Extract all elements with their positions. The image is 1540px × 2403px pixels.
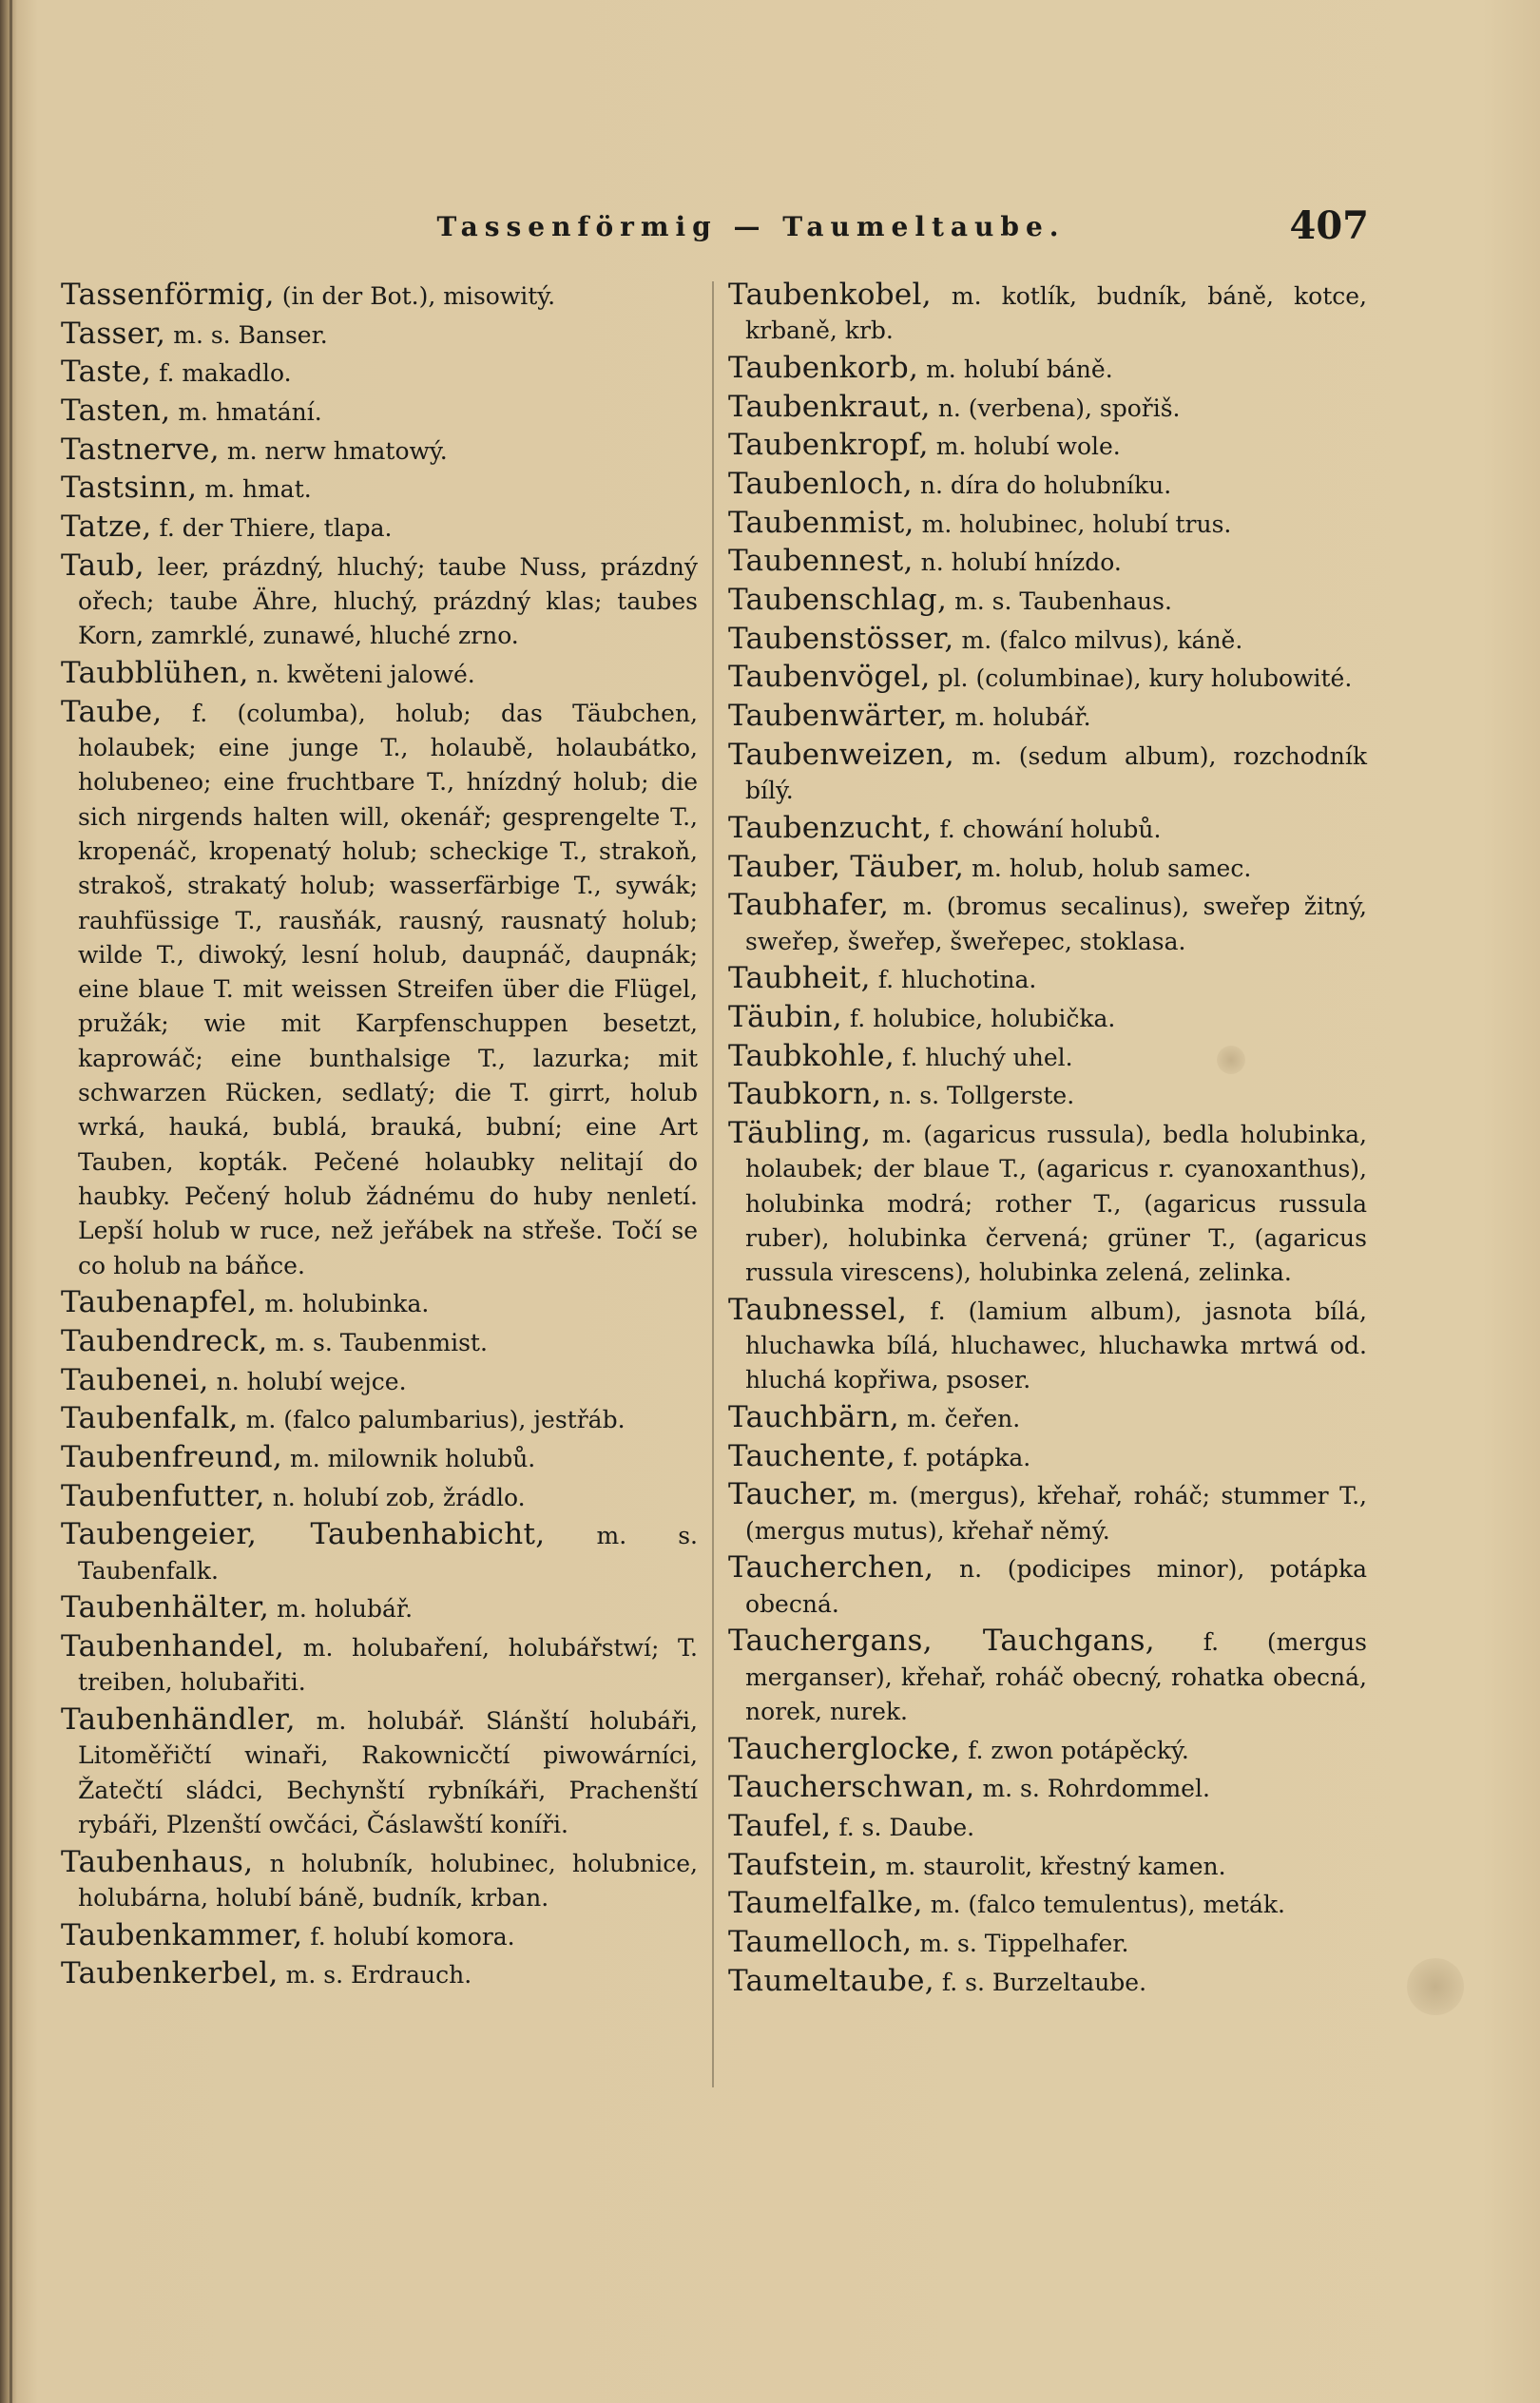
dictionary-entry (728, 850, 1367, 886)
dictionary-entry (728, 467, 1367, 503)
entry-headword: Tasten, (61, 394, 171, 429)
entry-headword: Taubenei, (61, 1362, 209, 1397)
entry-headword: Taube, (61, 694, 163, 729)
entry-definition: f. potápka. (902, 1443, 1031, 1471)
entry-definition: m. (mergus), křehař, roháč; stummer T., (mergus mutus), křehař němý. (745, 1482, 1367, 1545)
entry-definition: n. kwěteni jalowé. (256, 661, 475, 689)
dictionary-entry (61, 1845, 698, 1916)
entry-definition: m. nerw hmatowý. (226, 436, 448, 465)
entry-headword: Tauber, Täuber, (728, 849, 965, 884)
dictionary-entry (728, 1439, 1367, 1475)
entry-headword: Taubenhändler, (61, 1702, 296, 1737)
entry-definition: f. (lamium album), jasnota bílá, hluchawka bílá, hluchawec, hluchawka mrtwá od. hluchá kopřiwa, psoser. (745, 1297, 1368, 1394)
entry-definition: n. holubí wejce. (216, 1367, 407, 1395)
dictionary-entry (61, 1629, 698, 1701)
dictionary-entry (728, 390, 1367, 426)
entry-definition: pl. (columbinae), kury holubowité. (937, 664, 1353, 693)
dictionary-entry (728, 506, 1367, 542)
dictionary-entry (61, 355, 698, 391)
entry-headword: Taubenkorb, (728, 350, 919, 385)
entry-headword: Tauchergans, Tauchgans, (728, 1624, 1155, 1659)
entry-definition: m. s. Taubenmist. (275, 1328, 488, 1356)
entry-definition: f. der Thiere, tlapa. (159, 514, 393, 543)
dictionary-entry (728, 1848, 1367, 1884)
entry-definition: n. holubí hnízdo. (920, 548, 1122, 577)
dictionary-entry (728, 583, 1367, 619)
dictionary-entry (728, 1770, 1367, 1806)
entry-definition: m. s. Taubenhaus. (954, 587, 1172, 616)
entry-definition: f. holubí komora. (310, 1922, 515, 1951)
entry-definition: m. s. Tippelhafer. (919, 1930, 1129, 1958)
entry-definition: f. (columba), holub; das Täubchen, holaubek; eine junge T., holaubě, holaubátko, holubeneo; eine fruchtbare T., hnízdný holub; die sich nirgends halten will, okenář; gesprengelte T., kropenáč, kropenatý holub; scheckige T., strakoň, strakoš, strakatý holub; wasserfärbige T., sywák; rauhfüssige T., rausňák, rausný, rausnatý holub; wilde T., diwoký, lesní holub, daupnáč, daupnák; eine blaue T. mit weissen Streifen über die Flügel, pružák; wie mit Karpfenschuppen besetzt, kaprowáč; eine bunthalsige T., lazurka; mit schwarzen Rücken, sedlatý; die T. girrt, holub wrká, hauká, bublá, brauká, bubní; eine Art Tauben, kopták. Pečené holaubky nelitají do haubky. Pečený holub žádnému do huby nenletí. Lepší holub w ruce, než jeřábek na střeše. Točí se co holub na báňce. (78, 699, 699, 1279)
dictionary-entry (728, 1400, 1367, 1436)
entry-definition: m. hmat. (204, 475, 312, 504)
entry-definition: f. chowání holubů. (939, 815, 1162, 843)
entry-definition: f. s. Burzeltaube. (941, 1968, 1147, 1996)
entry-definition: f. makadlo. (159, 359, 292, 388)
dictionary-entry (728, 428, 1367, 464)
dictionary-entry (61, 1590, 698, 1626)
entry-headword: Taubhafer, (728, 888, 890, 923)
entry-definition: m. (sedum album), rozchodník bílý. (745, 741, 1368, 805)
entry-headword: Taubenhandel, (61, 1629, 285, 1664)
dictionary-entry (728, 1732, 1367, 1768)
entry-headword: Tastnerve, (61, 432, 220, 467)
entry-definition: m. holubář. Slánští holubáři, Litoměřičtí winaři, Rakownicčtí piwowárníci, Žatečtí sládci, Bechynští rybníkáři, Prachenští rybáři, Plzenští owčáci, Čáslawští koníři. (78, 1707, 698, 1838)
paper-stain (1407, 1958, 1464, 2015)
entry-definition: m. s. Banser. (173, 320, 328, 349)
entry-headword: Taucherschwan, (728, 1770, 975, 1805)
entry-definition: m. (agaricus russula), bedla holubinka, holaubek; der blaue T., (agaricus r. cyanoxanthus), holubinka modrá; rother T., (agaricus russula ruber), holubinka červená; grüner T., (agaricus russula virescens), holubinka zelená, zelinka. (745, 1120, 1367, 1287)
entry-definition: m. kotlík, budník, báně, kotce, krbaně, krb. (745, 282, 1367, 345)
entry-headword: Taubheit, (728, 961, 871, 996)
dictionary-entry (728, 1477, 1367, 1548)
entry-headword: Taubengeier, Taubenhabicht, (61, 1517, 546, 1552)
entry-definition: m. (falco milvus), káně. (961, 625, 1243, 654)
entry-headword: Taubenfreund, (61, 1439, 283, 1474)
entry-definition: n. s. Tollgerste. (889, 1082, 1075, 1110)
dictionary-entry (728, 1550, 1367, 1622)
dictionary-entry (61, 1363, 698, 1399)
entry-definition: f. zwon potápěcký. (968, 1736, 1189, 1764)
dictionary-entry (61, 1702, 698, 1842)
entry-headword: Tauchente, (728, 1438, 896, 1473)
dictionary-entry (728, 351, 1367, 387)
entry-definition: m. holubář. (277, 1595, 414, 1624)
entry-headword: Tauchbärn, (728, 1400, 900, 1435)
entry-definition: f. holubice, holubička. (849, 1004, 1116, 1032)
entry-definition: n. (podicipes minor), potápka obecná. (745, 1555, 1368, 1618)
entry-headword: Taubenzucht, (728, 810, 933, 845)
dictionary-entry (728, 1116, 1367, 1290)
entry-definition: f. s. Daube. (838, 1814, 975, 1842)
entry-definition: m. čeřen. (906, 1405, 1021, 1433)
right-column (728, 278, 1367, 2003)
entry-headword: Taubenapfel, (61, 1285, 258, 1320)
entry-definition: m. holubář. (954, 703, 1091, 732)
dictionary-entry (728, 1925, 1367, 1961)
entry-headword: Taubennest, (728, 544, 914, 579)
page-gutter (10, 0, 12, 2403)
entry-definition: f. (mergus merganser), křehař, roháč obecný, rohatka obecná, norek, nurek. (745, 1628, 1367, 1726)
entry-definition: m. hmatání. (178, 398, 322, 427)
entry-headword: Taubkohle, (728, 1038, 895, 1073)
page-header (57, 202, 1369, 259)
dictionary-entry (61, 394, 698, 430)
entry-headword: Taumeltaube, (728, 1963, 934, 1998)
dictionary-entry (61, 1401, 698, 1437)
entry-definition: n. (verbena), spořiš. (937, 394, 1181, 422)
entry-headword: Taubnessel, (728, 1292, 908, 1327)
entry-headword: Tastsinn, (61, 471, 198, 506)
entry-headword: Taufel, (728, 1809, 832, 1844)
dictionary-entry (728, 544, 1367, 580)
dictionary-entry (61, 1440, 698, 1476)
entry-definition: m. (falco palumbarius), jestřáb. (245, 1406, 626, 1434)
entry-definition: (in der Bot.), misowitý. (281, 282, 556, 310)
dictionary-entry (728, 1039, 1367, 1075)
entry-headword: Taubenkraut, (728, 389, 931, 424)
entry-headword: Taubblühen, (61, 656, 249, 691)
dictionary-entry (61, 1956, 698, 1992)
entry-definition: m. holubí báně. (926, 355, 1113, 383)
entry-headword: Taubenvögel, (728, 660, 931, 695)
dictionary-entry (728, 1077, 1367, 1113)
dictionary-entry (728, 961, 1367, 997)
entry-definition: m. s. Rohrdommel. (982, 1775, 1210, 1803)
dictionary-entry (61, 317, 698, 353)
entry-definition: n. díra do holubníku. (919, 471, 1172, 500)
entry-definition: f. hluchý uhel. (902, 1043, 1073, 1071)
entry-headword: Taubenwärter, (728, 699, 948, 734)
entry-definition: m. (bromus secalinus), sweřep žitný, sweřep, šweřep, šweřepec, stoklasa. (745, 893, 1367, 955)
entry-definition: m. holub, holub samec. (972, 854, 1252, 882)
dictionary-entry (728, 1809, 1367, 1845)
entry-headword: Taubenkropf, (728, 428, 929, 463)
entry-headword: Taubkorn, (728, 1077, 882, 1112)
entry-headword: Taucherglocke, (728, 1731, 961, 1766)
running-head: Tassenförmig — Taumeltaube. (436, 211, 1066, 242)
entry-definition: leer, prázdný, hluchý; taube Nuss, prázdný ořech; taube Ähre, hluchý, prázdný klas; taubes Korn, zamrklé, zunawé, hluché zrno. (78, 552, 698, 650)
entry-headword: Täubling, (728, 1115, 872, 1150)
entry-definition: m. holubinec, holubí trus. (921, 509, 1232, 538)
entry-headword: Taubenschlag, (728, 583, 948, 618)
entry-headword: Taubenkobel, (728, 278, 932, 312)
entry-headword: Tatze, (61, 509, 152, 545)
entry-definition: m. holubaření, holubářstwí; T. treiben, holubařiti. (78, 1634, 698, 1697)
entry-headword: Taub, (61, 548, 144, 583)
dictionary-entry (61, 509, 698, 546)
entry-definition: n. holubí zob, žrádlo. (272, 1483, 526, 1511)
entry-definition: m. holubinka. (264, 1290, 430, 1318)
entry-headword: Taubenhaus, (61, 1844, 254, 1879)
entry-headword: Täubin, (728, 999, 842, 1034)
column-divider (712, 281, 714, 2087)
dictionary-entry (61, 695, 698, 1283)
dictionary-entry (61, 471, 698, 507)
dictionary-entry (728, 660, 1367, 696)
entry-headword: Taubenstösser, (728, 621, 954, 656)
entry-definition: m. s. Taubenfalk. (78, 1522, 698, 1585)
entry-headword: Taubenmist, (728, 505, 914, 540)
entry-headword: Taumelfalke, (728, 1886, 923, 1921)
dictionary-entry (61, 433, 698, 469)
dictionary-entry (728, 738, 1367, 809)
dictionary-entry (61, 1285, 698, 1321)
dictionary-entry (61, 1918, 698, 1954)
dictionary-entry (728, 1293, 1367, 1398)
entry-headword: Taubenweizen, (728, 737, 955, 772)
dictionary-entry (61, 278, 698, 314)
dictionary-entry (728, 811, 1367, 847)
dictionary-entry (728, 1624, 1367, 1729)
dictionary-entry (728, 1964, 1367, 2000)
entry-definition: m. staurolit, křestný kamen. (885, 1852, 1226, 1880)
entry-headword: Taubenloch, (728, 467, 913, 502)
dictionary-entry (61, 548, 698, 654)
entry-headword: Taste, (61, 355, 152, 390)
dictionary-entry (728, 1886, 1367, 1922)
left-column (61, 278, 698, 1995)
entry-definition: f. hluchotina. (877, 966, 1037, 994)
entry-definition: m. milownik holubů. (290, 1444, 536, 1472)
entry-headword: Taubenkerbel, (61, 1956, 279, 1991)
entry-definition: m. s. Erdrauch. (285, 1961, 472, 1990)
entry-headword: Taumelloch, (728, 1925, 913, 1960)
dictionary-entry (728, 278, 1367, 349)
dictionary-entry (61, 1517, 698, 1588)
entry-definition: n holubník, holubinec, holubnice, holubárna, holubí báně, budník, krban. (78, 1849, 698, 1912)
entry-definition: m. holubí wole. (935, 433, 1121, 461)
entry-headword: Taubenfutter, (61, 1478, 265, 1513)
dictionary-entry (61, 656, 698, 692)
dictionary-entry (61, 1324, 698, 1360)
entry-headword: Taubenhälter, (61, 1590, 270, 1625)
entry-headword: Taucher, (728, 1477, 858, 1512)
entry-headword: Tassenförmig, (61, 278, 275, 312)
page-number: 407 (1289, 203, 1369, 248)
entry-headword: Taufstein, (728, 1847, 878, 1882)
dictionary-entry (728, 1000, 1367, 1036)
entry-headword: Tasser, (61, 316, 166, 351)
dictionary-entry (728, 699, 1367, 735)
entry-definition: m. (falco temulentus), meták. (930, 1891, 1285, 1919)
dictionary-entry (728, 622, 1367, 658)
dictionary-entry (61, 1479, 698, 1515)
entry-headword: Taucherchen, (728, 1550, 934, 1586)
dictionary-entry (728, 888, 1367, 959)
entry-headword: Taubenkammer, (61, 1917, 303, 1952)
entry-headword: Taubendreck, (61, 1323, 268, 1358)
entry-headword: Taubenfalk, (61, 1401, 239, 1436)
